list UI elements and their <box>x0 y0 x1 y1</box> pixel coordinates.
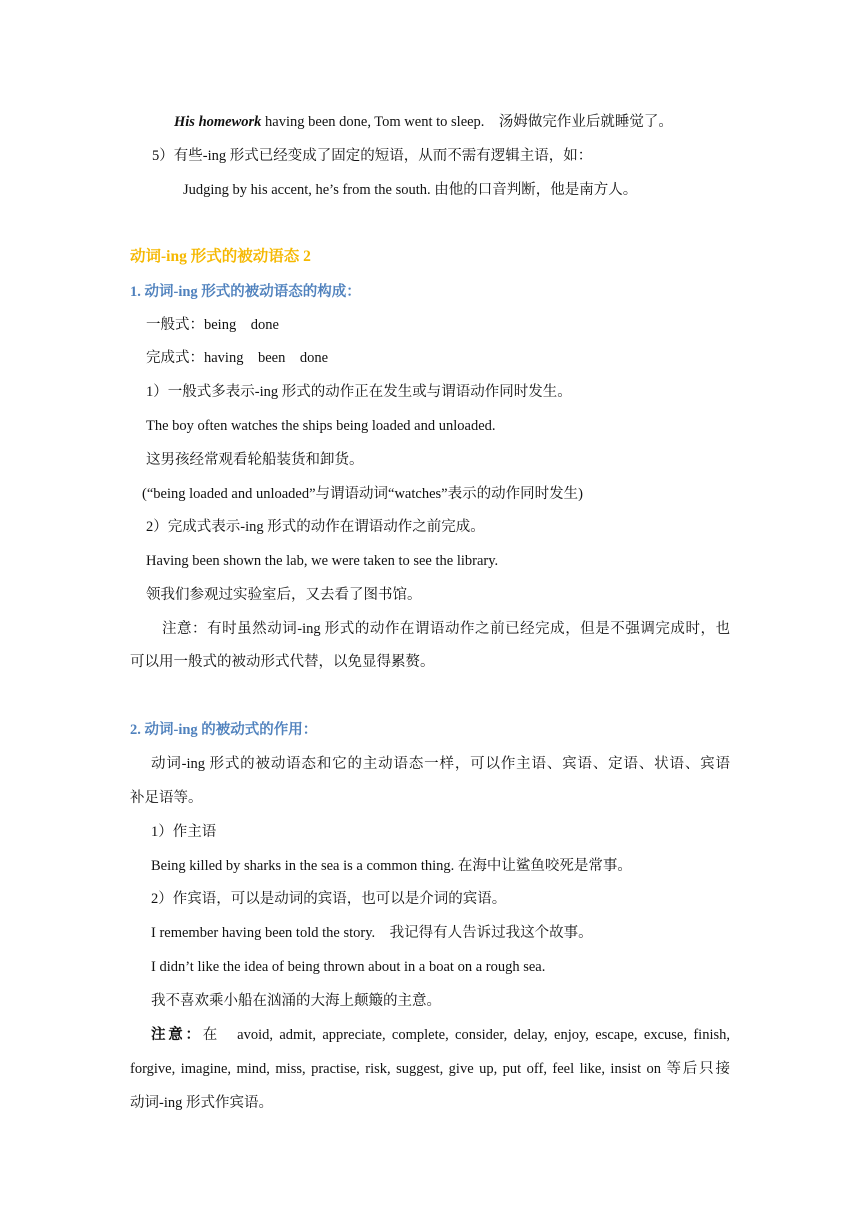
attention-1-line-2: 可以用一般式的被动形式代替，以免显得累赘。 <box>130 654 435 670</box>
use-1: 1）作主语 <box>151 824 217 840</box>
note-1: 1）一般式多表示-ing 形式的动作正在发生或与谓语动作同时发生。 <box>146 384 572 400</box>
subsection-2-title: 2. 动词-ing 的被动式的作用： <box>130 722 318 738</box>
example-homework <box>174 112 673 132</box>
attention-2-text-1: 在 avoid, admit, appreciate, complete, consider, delay, enjoy, escape, excuse, finish, <box>202 1027 730 1043</box>
simple-form: 一般式：being done <box>146 317 279 333</box>
attention-2-label: 注意： <box>151 1027 203 1043</box>
example-ships-cn: 这男孩经常观看轮船装货和卸货。 <box>146 452 364 468</box>
example-homework-rest: having been done, Tom went to sleep. 汤姆做完作业后就睡觉了。 <box>261 114 673 130</box>
paragraph-line-1: 动词-ing 形式的被动语态和它的主动语态一样，可以作主语、宾语、定语、状语、宾语 <box>151 756 730 772</box>
example-homework-subject: His homework <box>174 114 262 130</box>
example-ships-en: The boy often watches the ships being loaded and unloaded. <box>146 418 496 434</box>
paragraph-line-2: 补足语等。 <box>130 790 203 806</box>
attention-1-line-1: 注意：有时虽然动词-ing 形式的动作在谓语动作之前已经完成，但是不强调完成时，也 <box>162 621 730 637</box>
example-boat-en: I didn’t like the idea of being thrown about in a boat on a rough sea. <box>151 959 546 975</box>
example-lab-en: Having been shown the lab, we were taken to see the library. <box>146 553 499 569</box>
attention-2-line-1 <box>151 1025 730 1045</box>
section-title: 动词-ing 形式的被动语态 2 <box>130 248 311 265</box>
example-judging: Judging by his accent, he’s from the south. 由他的口音判断，他是南方人。 <box>183 182 638 198</box>
attention-2-line-2: forgive, imagine, mind, miss, practise, risk, suggest, give up, put off, feel like, insist on 等后只接 <box>130 1061 730 1077</box>
example-ships-note: (“being loaded and unloaded”与谓语动词“watches”表示的动作同时发生) <box>142 486 583 502</box>
example-lab-cn: 领我们参观过实验室后，又去看了图书馆。 <box>146 587 422 603</box>
point-5: 5）有些-ing 形式已经变成了固定的短语，从而不需有逻辑主语，如： <box>152 148 593 164</box>
attention-2-line-3: 动词-ing 形式作宾语。 <box>130 1095 273 1111</box>
example-boat-cn: 我不喜欢乘小船在汹涌的大海上颠簸的主意。 <box>151 993 441 1009</box>
example-sharks: Being killed by sharks in the sea is a common thing. 在海中让鲨鱼咬死是常事。 <box>151 858 632 874</box>
use-2: 2）作宾语，可以是动词的宾语，也可以是介词的宾语。 <box>151 891 507 907</box>
example-story: I remember having been told the story. 我记得有人告诉过我这个故事。 <box>151 925 593 941</box>
subsection-1-title: 1. 动词-ing 形式的被动语态的构成： <box>130 284 361 300</box>
perfect-form: 完成式：having been done <box>146 350 329 366</box>
note-2: 2）完成式表示-ing 形式的动作在谓语动作之前完成。 <box>146 519 485 535</box>
